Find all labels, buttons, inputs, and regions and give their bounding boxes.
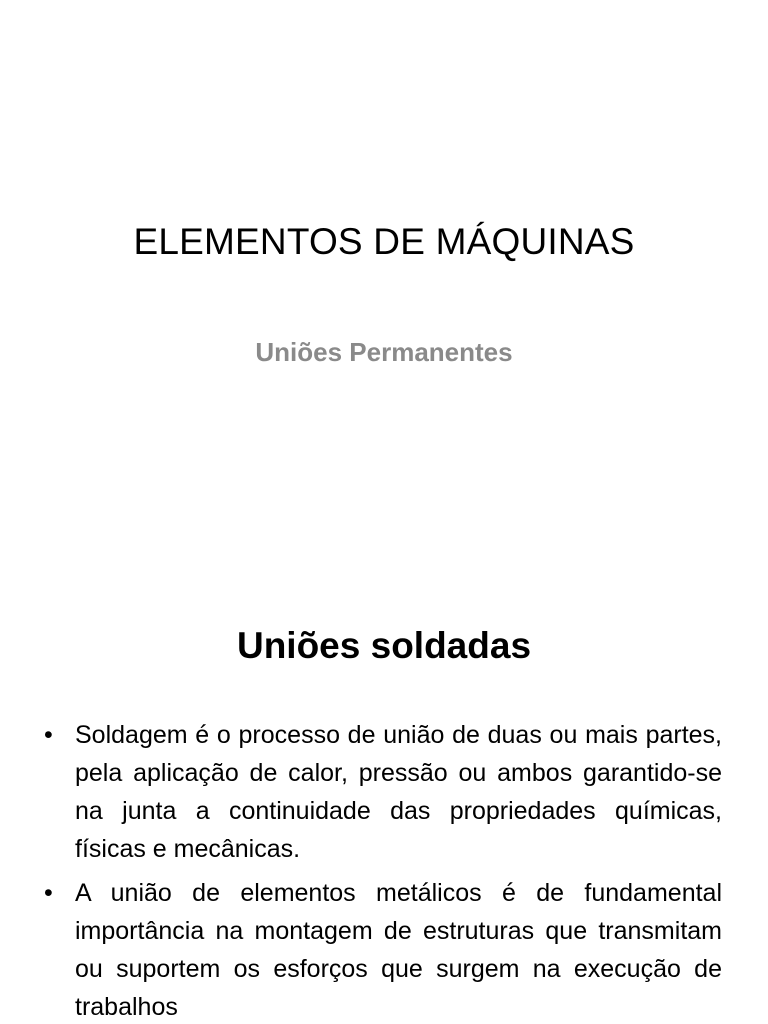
content-slide	[0, 576, 768, 1024]
bullet-dot-icon: •	[44, 721, 53, 749]
presentation-title: ELEMENTOS DE MÁQUINAS	[133, 221, 635, 262]
bullet-dot-icon: •	[44, 879, 53, 907]
bullet-text: Soldagem é o processo de união de duas ou mais partes, pela aplicação de calor, pressão ou ambos garantido-se na junta a continuidade das propriedades químicas, físicas e mecânicas.	[75, 721, 722, 863]
bullet-item	[0, 716, 768, 868]
bullet-list	[0, 716, 768, 1024]
presentation-subtitle: Uniões Permanentes	[255, 337, 513, 367]
bullet-item	[0, 874, 768, 1024]
bullet-text: A união de elementos metálicos é de fundamental importância na montagem de estruturas que transmitam ou suportem os esforços que surgem na execução de trabalhos	[75, 879, 722, 1021]
slide-title: Uniões soldadas	[236, 625, 532, 666]
